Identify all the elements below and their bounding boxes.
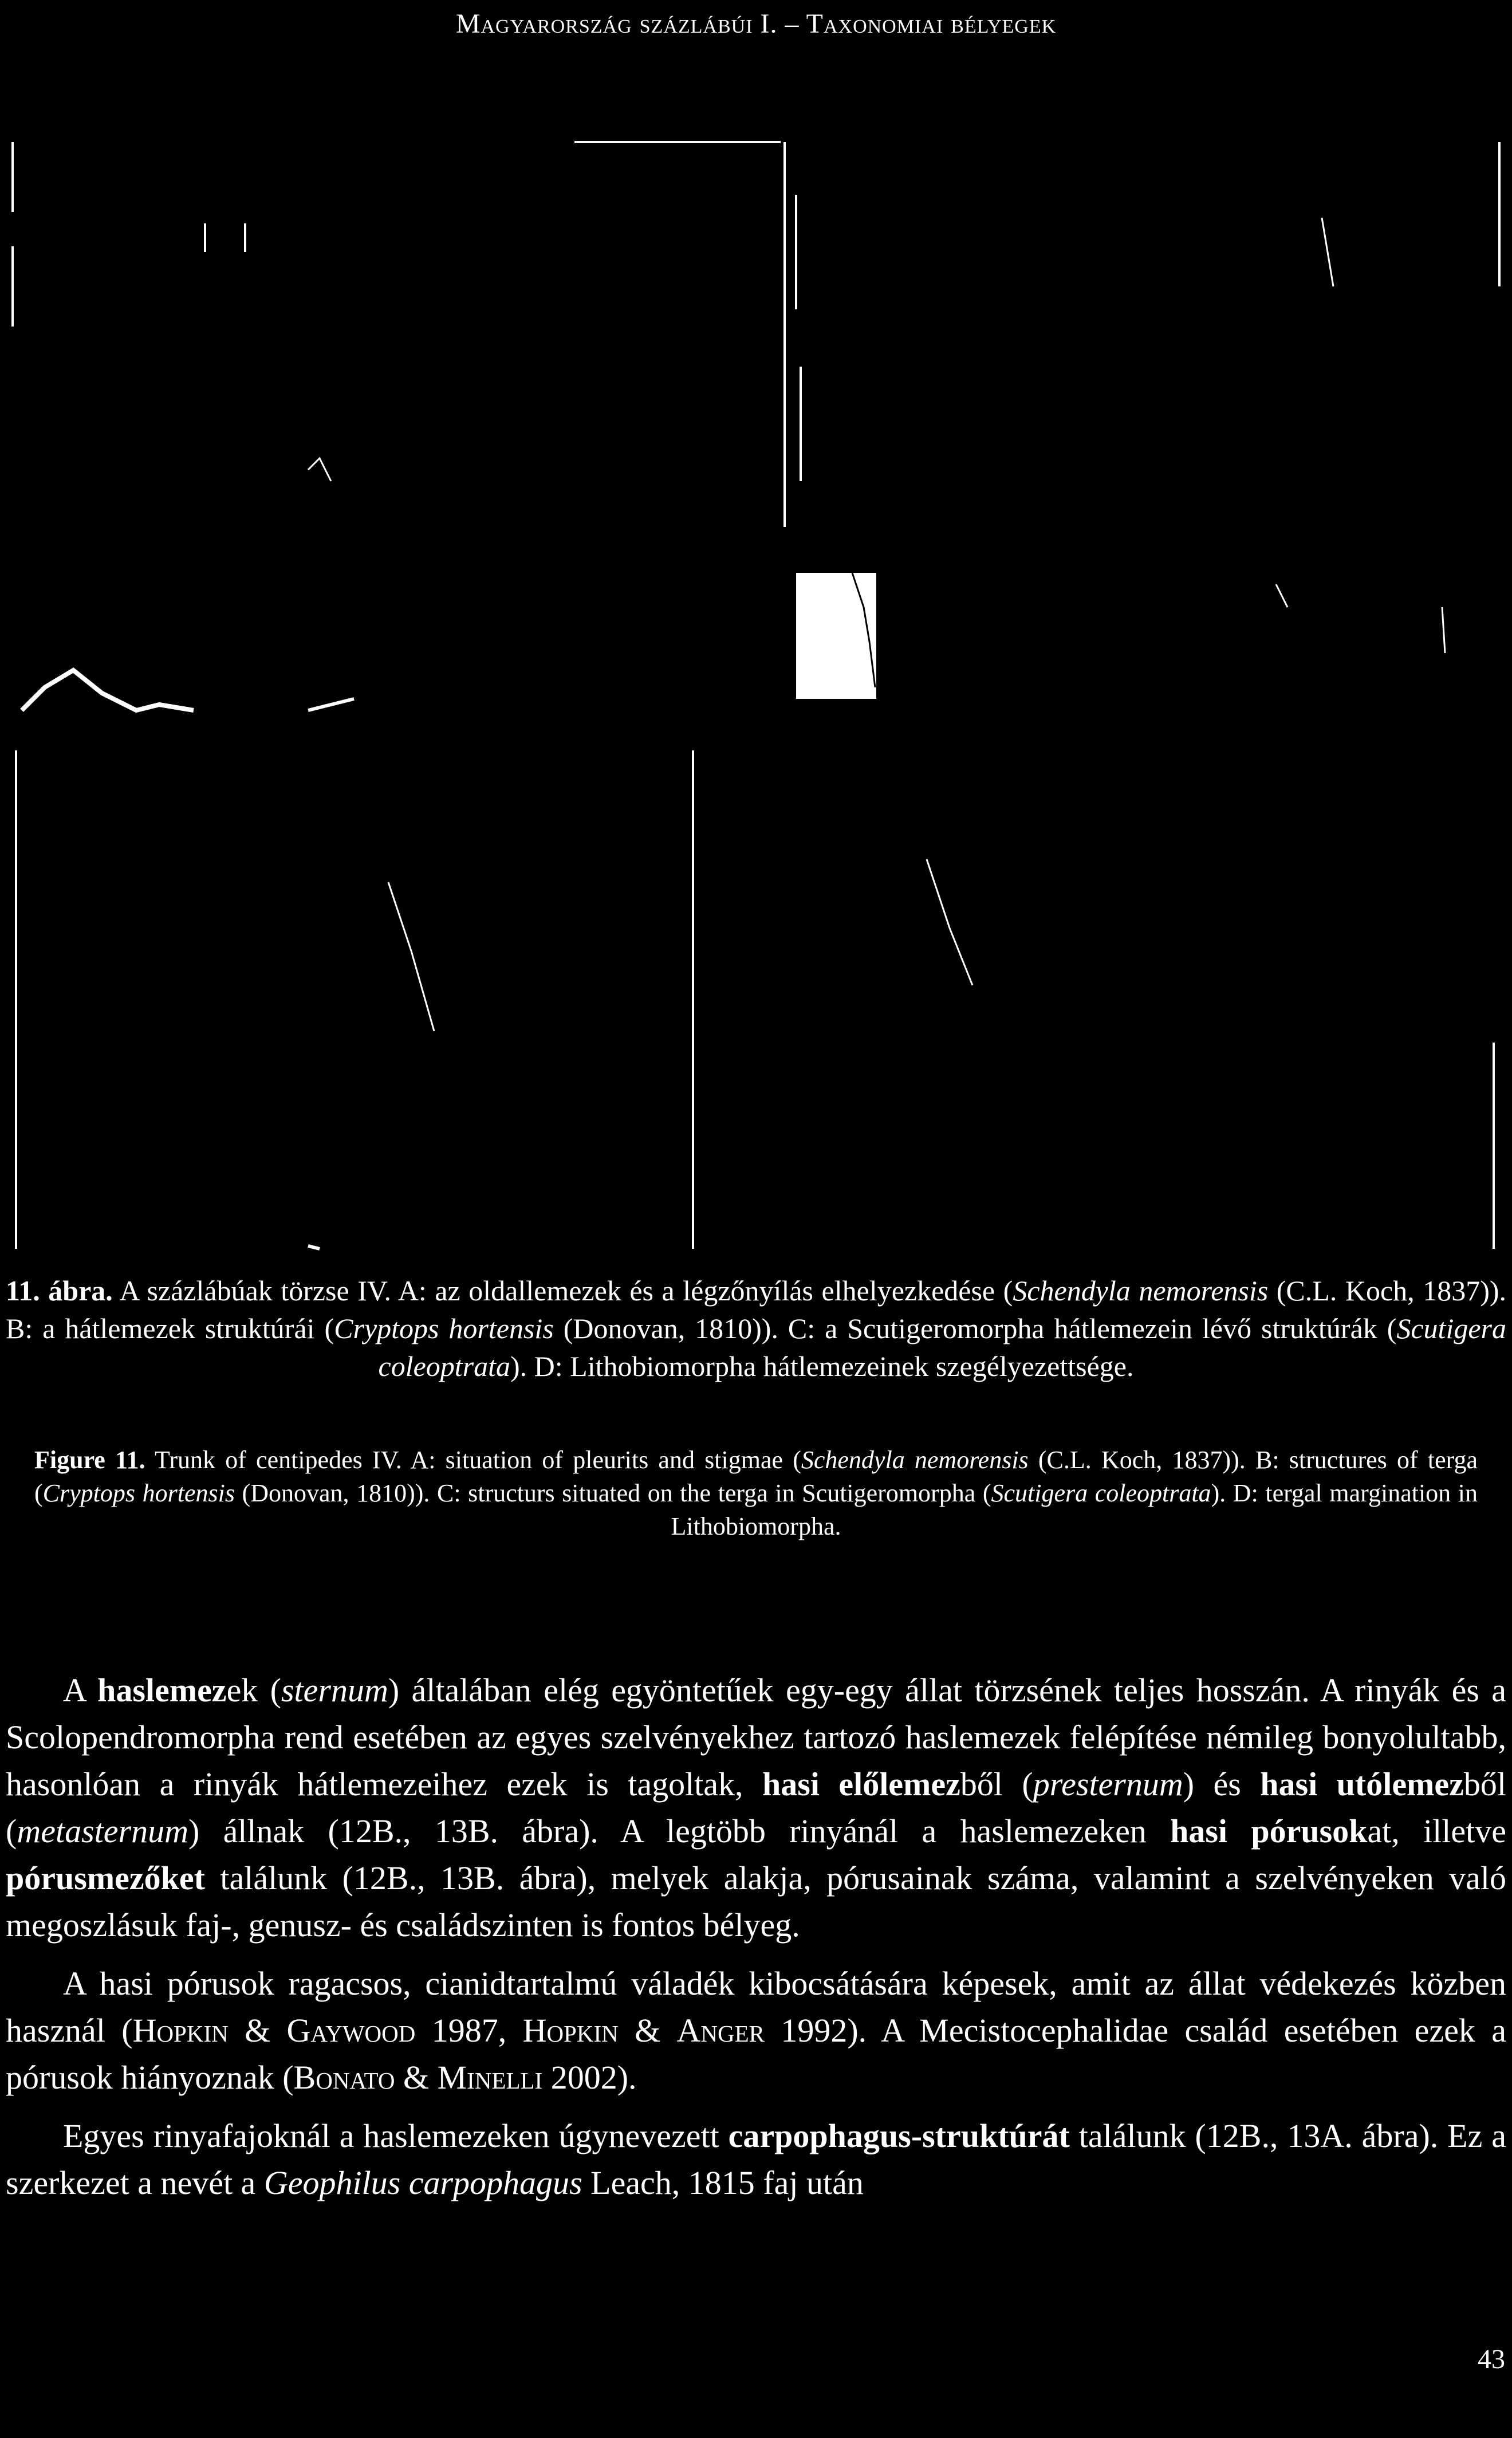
caption-hu-species-2: Cryptops hortensis (334, 1312, 554, 1344)
p2-text-b: & (228, 2012, 287, 2049)
citation-author: Hopkin (132, 2012, 229, 2049)
p1-text-f: ) és (1183, 1765, 1261, 1803)
p1-text-g: ből ( (6, 1765, 1506, 1850)
caption-hu-species-3: Scutigera coleoptrata (378, 1312, 1506, 1382)
panel-d (16, 750, 1494, 1249)
p2-text-g: 2002). (542, 2059, 637, 2096)
term-hasi-utolemez: hasi utólemez (1260, 1765, 1464, 1803)
p1-text-k: találunk (12B., 13B. ábra), melyek alakja, pórusainak száma, valamint a szelvényeken való megoszlásuk faj-, genusz- és családszinten is fontos bélyeg. (6, 1859, 1506, 1944)
citation-author: Anger (676, 2012, 765, 2049)
figure-11-plate (10, 137, 1502, 1260)
term-hasi-elolemez: hasi előlemez (762, 1765, 960, 1803)
p1-text-c: ek ( (226, 1672, 281, 1709)
caption-hu-text-2: (C.L. Koch, 1837)). B: a hátlemezek struktúrái ( (6, 1275, 1506, 1344)
p2-text-d: & (618, 2012, 677, 2049)
p2-text-a: A hasi pórusok ragacsos, cianidtartalmú váladék kibocsátására képesek, amit az állat védekezés közben használ ( (6, 1965, 1506, 2049)
term-carpophagus-struktura: carpophagus-struktúrát (728, 2117, 1070, 2154)
p1-text-h: ) állnak (12B., 13B. ábra). A legtöbb rinyánál a haslemezeken (188, 1812, 1171, 1850)
p2-text-f: & (395, 2059, 438, 2096)
paragraph-porusok (6, 1960, 1506, 2101)
term-haslemez: haslemez (97, 1672, 227, 1709)
p3-text-a: Egyes rinyafajoknál a haslemezeken úgynevezett (63, 2117, 729, 2154)
p1-text-a: A (63, 1672, 98, 1709)
citation-author: Minelli (437, 2059, 543, 2096)
term-porusmezok: pórusmezőket (6, 1859, 205, 1897)
panel-c (1276, 142, 1499, 653)
running-header: Magyarország százlábúi I. – Taxonomiai bélyegek (455, 9, 1057, 39)
figure-line-art (10, 137, 1502, 1260)
caption-hu-species-1: Schendyla nemorensis (1013, 1275, 1269, 1307)
term-sternum: sternum (281, 1672, 388, 1709)
p2-text-c: 1987, (415, 2012, 523, 2049)
caption-en-text-3: (Donovan, 1810)). C: structurs situated on the terga in Scutigeromorpha ( (234, 1479, 991, 1507)
term-presternum: presternum (1033, 1765, 1183, 1803)
paragraph-carpophagus (6, 2113, 1506, 2207)
p1-text-e: ből ( (960, 1765, 1033, 1803)
species-geophilus-carpophagus: Geophilus carpophagus (263, 2164, 582, 2201)
panel-b (785, 142, 876, 699)
caption-en-species-1: Schendyla nemorensis (801, 1446, 1029, 1474)
figure-caption-english (34, 1444, 1478, 1543)
term-hasi-porusok: hasi pórusok (1170, 1812, 1368, 1850)
caption-en-species-2: Cryptops hortensis (42, 1479, 235, 1507)
paragraph-sternum (6, 1667, 1506, 1949)
body-text (6, 1667, 1506, 2218)
figure-caption-hungarian (6, 1272, 1506, 1385)
p3-text-b: találunk (12B., 13A. ábra). Ez a szerkezet a nevét a (6, 2117, 1507, 2201)
page-number: 43 (1478, 2344, 1505, 2374)
caption-en-label: Figure 11. (34, 1446, 145, 1474)
p1-text-j: at, illetve (1367, 1812, 1506, 1850)
citation-author: Gaywood (286, 2012, 416, 2049)
p2-text-e: 1992). A Mecistocephalidae család esetében ezek a pórusok hiányoznak ( (6, 2012, 1506, 2096)
caption-en-text-2: (C.L. Koch, 1837)). B: structures of terga ( (34, 1446, 1478, 1507)
caption-hu-text-1: A százlábúak törzse IV. A: az oldallemezek és a légzőnyílás elhelyezkedése ( (112, 1275, 1013, 1307)
citation-author: Bonato (293, 2059, 395, 2096)
p1-text-d: ) általában elég egyöntetűek egy-egy állat törzsének teljes hosszán. A rinyák és a Scolopendromorpha rend esetében az egyes szelvényekhez tartozó haslemezek felépítése némileg bonyolultabb, hasonlóan a rinyák hátlemezeihez ezek is tagoltak, (6, 1672, 1507, 1803)
caption-en-species-3: Scutigera coleoptrata (991, 1479, 1211, 1507)
caption-hu-label: 11. ábra. (6, 1275, 113, 1307)
caption-en-text-4: ). D: tergal margination in Lithobiomorpha. (671, 1479, 1478, 1540)
caption-en-text-1: Trunk of centipedes IV. A: situation of pleurits and stigmae ( (145, 1446, 801, 1474)
caption-hu-text-3: (Donovan, 1810)). C: a Scutigeromorpha hátlemezein lévő struktúrák ( (553, 1312, 1397, 1344)
term-metasternum: metasternum (17, 1812, 188, 1850)
p3-text-c: Leach, 1815 faj után (582, 2164, 864, 2201)
citation-author: Hopkin (522, 2012, 619, 2049)
caption-hu-text-4: ). D: Lithobiomorpha hátlemezeinek szegélyezettsége. (510, 1350, 1134, 1382)
panel-a (13, 142, 781, 710)
